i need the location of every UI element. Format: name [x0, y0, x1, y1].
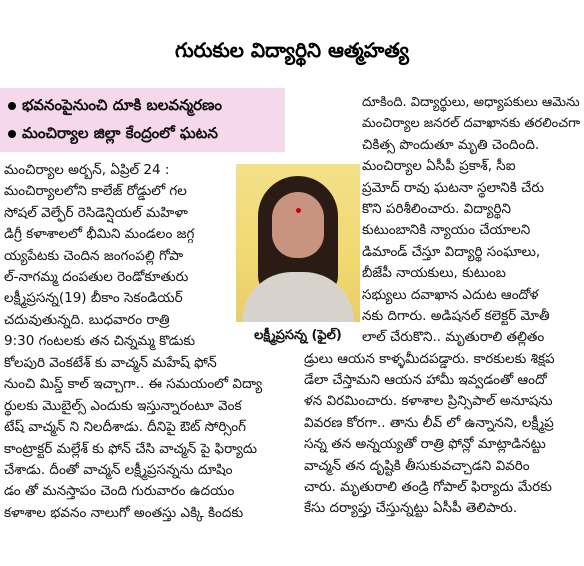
headline: గురుకుల విద్యార్థిని ఆత్మహత్య: [175, 38, 409, 62]
article-line: చికిత్స పొందుతూ మృతి చెందింది.: [362, 136, 540, 153]
article-line: య్యపేటకు చెందిన జంగంపల్లి గోపా: [4, 247, 184, 264]
article-left-column: [4, 160, 229, 353]
article-right-column: [304, 92, 584, 520]
article-line: డ్రులు ఆయన కాళ్ళమీదపడ్డారు. కారకులకు శిక్షప: [304, 350, 555, 367]
article-line: లక్ష్మీప్రసన్న(19) బీకాం సెకండియర్: [4, 290, 183, 307]
highlight-item: [8, 124, 218, 146]
article-line: మంచిర్యాల అర్బన్, ఏప్రిల్ 24 :: [4, 162, 170, 178]
article-line: చదువుతున్నది. బుధవారం రాత్రి: [4, 311, 170, 328]
article-line: చేశాడు. దీంతో వాచ్మన్ లక్ష్మీప్రసన్నను దూషిం: [4, 461, 233, 478]
highlight-text: మంచిర్యాల జిల్లా కేంద్రంలో ఘటన: [22, 124, 218, 142]
article-line: నకు దిగారు. అడిషనల్ కలెక్టర్ మోతీ: [362, 307, 550, 324]
highlight-item: [8, 96, 222, 118]
article-line: మంచిర్యాల జనరల్ దవాఖానకు తరలించగా: [362, 116, 581, 132]
article-line: ళన విరమించారు. కళాశాల ప్రిన్సిపాల్ అనూషను: [304, 393, 553, 410]
article-line: దూకింది. విద్యార్థులు, అధ్యాపకులు ఆమెను: [362, 95, 580, 110]
article-line: ర్థులకు మొబైల్స్ ఎందుకు ఇస్తున్నారంటూ వెంక: [4, 397, 242, 414]
highlight-text: భవనంపైనుంచి దూకి బలవన్మరణం: [22, 96, 223, 114]
article-line: కేసు దర్యాప్తు చేస్తున్నట్టు ఏసీపీ తెలిపారు.: [304, 500, 518, 517]
article-line: డిగ్రీ కళాశాలలో భీమిని మండలం జగ్గ: [4, 226, 195, 243]
article-line: కోలపురి వెంకటేశ్ కు వాచ్మన్ మహేష్ ఫోన్: [4, 355, 217, 371]
article-line: కొని పరిశీలించారు. విద్యార్థిని: [362, 200, 511, 217]
article-line: సోషల్ వెల్ఫేర్ రెసిడెన్షియల్ మహిళా: [4, 204, 188, 221]
cropped-top-line: [0, 0, 584, 7]
article-line: ల్-నాగమ్మ దంపతుల రెండోకూతురు: [4, 268, 189, 285]
student-photo: [236, 164, 360, 322]
article-line: టేష్ వాచ్మన్ ని నిలదీశాడు. దీనిపై ఔట్ సోర్సింగ్: [4, 419, 247, 436]
article-line: సభ్యులు దవాఖాన ఎదుట ఆందోళ: [362, 286, 539, 303]
article-line: వాచ్మన్ తన దృష్టికి తీసుకువచ్చాడని వివరిం: [304, 457, 530, 474]
bullet-icon: [8, 130, 16, 138]
article-line: డం తో మనస్తాపం చెంది గురువారం ఉదయం: [4, 483, 235, 500]
article-line: ప్రమోద్ రావు ఘటనా స్థలానికి చేరు: [362, 179, 544, 196]
article-line: లాల్ చేరుకొని.. మృతురాలి తల్లితం: [362, 329, 545, 346]
article-line: సన్న తన అన్నయ్యతో రాత్రి ఫోన్లో మాట్లాడినట్టు: [304, 436, 546, 453]
article-line: బీజేపీ నాయకులు, కుటుంబ: [362, 265, 506, 282]
article-line: 9:30 గంటలకు తన చిన్నమ్మ కొడుకు: [4, 333, 196, 350]
article-line: కళాశాల భవనం నాలుగో అంతస్తు ఎక్కి కిందకు: [4, 504, 244, 521]
article-line: కాంట్రాక్టర్ మల్లేశ్ కు ఫోన్ చేసి వాచ్మన్ పై ఫిర్యాదు: [4, 440, 258, 457]
bullet-icon: [8, 102, 16, 110]
article-line: డిమాండ్ చేస్తూ విద్యార్థి సంఘాలు,: [362, 243, 541, 260]
article-line: చారు. మృతురాలి తండ్రి గోపాల్ ఫిర్యాదు మేరకు: [304, 479, 552, 496]
article-bottom-left-column: [4, 353, 300, 524]
article-line: డేలా చేస్తామని ఆయన హామీ ఇవ్వడంతో ఆందో: [304, 372, 547, 389]
article-line: వివరణ కోరగా.. తాను లీవ్ లో ఉన్నానని, లక్ష్మీప్ర: [304, 414, 554, 431]
photo-caption: లక్ష్మీప్రసన్న (ఫైల్): [254, 328, 342, 343]
highlights-box: [0, 88, 285, 152]
article-line: మంచిర్యాల ఏసీపీ ప్రకాశ్, సీఐ: [362, 158, 516, 175]
article-line: నుంచి మిస్డ్ కాల్ ఇచ్చాగా.. ఈ సమయంలో విద్యా: [4, 376, 263, 393]
article-line: కుటుంబానికి న్యాయం చేయాలని: [362, 222, 531, 239]
article-line: మంచిర్యాలలోని కాలేజ్ రోడ్డులో గల: [4, 183, 187, 200]
